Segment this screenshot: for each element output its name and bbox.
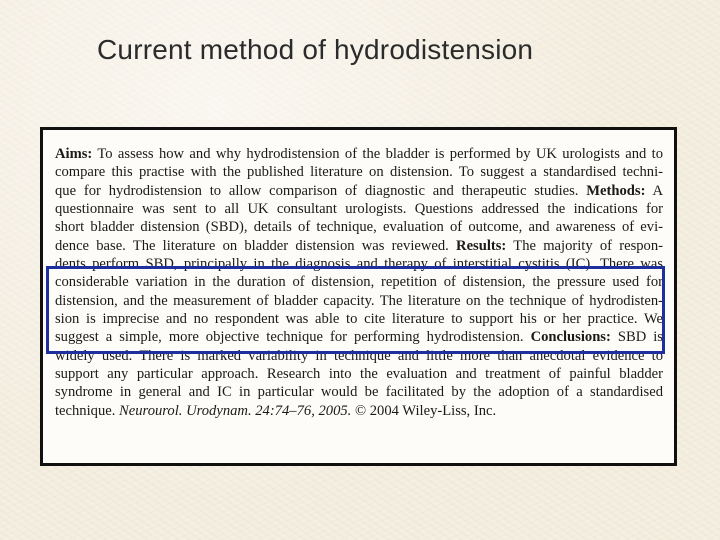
abstract-line-text: The majority of respon- [513, 237, 663, 254]
results-highlight-box [46, 266, 665, 354]
abstract-line: support any particular approach. Research into the evaluation and treatment of painful bladder [55, 366, 663, 383]
abstract-line: distension, and the measurement of bladder capacity. The literature on the technique of hydrodisten- [55, 292, 663, 309]
abstract-line: questionnaire was sent to all UK consultant urologists. Questions addressed the indications for [55, 201, 663, 218]
results-label: Results: [456, 237, 507, 254]
abstract-line-text: To assess how and why hydrodistension of the bladder is performed by UK urologists and to [97, 146, 663, 162]
journal-citation: Neurourol. Urodynam. 24:74–76, 2005. [119, 402, 352, 419]
abstract-line [55, 402, 663, 420]
abstract-line-text: que for hydrodistension to allow comparison of diagnostic and therapeutic studies. [55, 182, 579, 199]
abstract-line: sion is imprecise and no respondent was able to cite literature to support his or her practice. We [55, 311, 663, 328]
abstract-line [55, 237, 663, 255]
abstract-line: widely used. There is marked variability in technique and little more than anecdotal evidence to [55, 347, 663, 364]
slide-title: Current method of hydrodistension [97, 34, 534, 65]
abstract-line: dents perform SBD, principally in the diagnosis and therapy of interstitial cystitis (IC). There was [55, 256, 663, 273]
abstract-line: short bladder distension (SBD), details of technique, evaluation of outcome, and awareness of evi- [55, 219, 663, 236]
abstract-line-text: dence base. The literature on bladder distension was reviewed. [55, 237, 449, 254]
copyright-notice: © 2004 Wiley-Liss, Inc. [354, 402, 497, 419]
abstract-line: considerable variation in the duration of distension, repetition of distension, the pressure used for [55, 274, 663, 291]
abstract-line-text: technique. [55, 402, 116, 419]
methods-label: Methods: [586, 182, 646, 199]
abstract-line [55, 182, 663, 200]
abstract-line-text: A [652, 182, 663, 199]
abstract-line: compare this practise with the published literature on distension. To suggest a standardised techni- [55, 164, 663, 181]
abstract-line-text: SBD is [617, 329, 663, 346]
abstract-line-text: suggest a simple, more objective technique for performing hydrodistension. [55, 329, 524, 346]
abstract-line [55, 145, 663, 163]
abstract-line: syndrome in general and IC in particular would be facilitated by the adoption of a standardised [55, 384, 663, 401]
aims-label: Aims: [55, 146, 93, 162]
conclusions-label: Conclusions: [530, 329, 611, 346]
